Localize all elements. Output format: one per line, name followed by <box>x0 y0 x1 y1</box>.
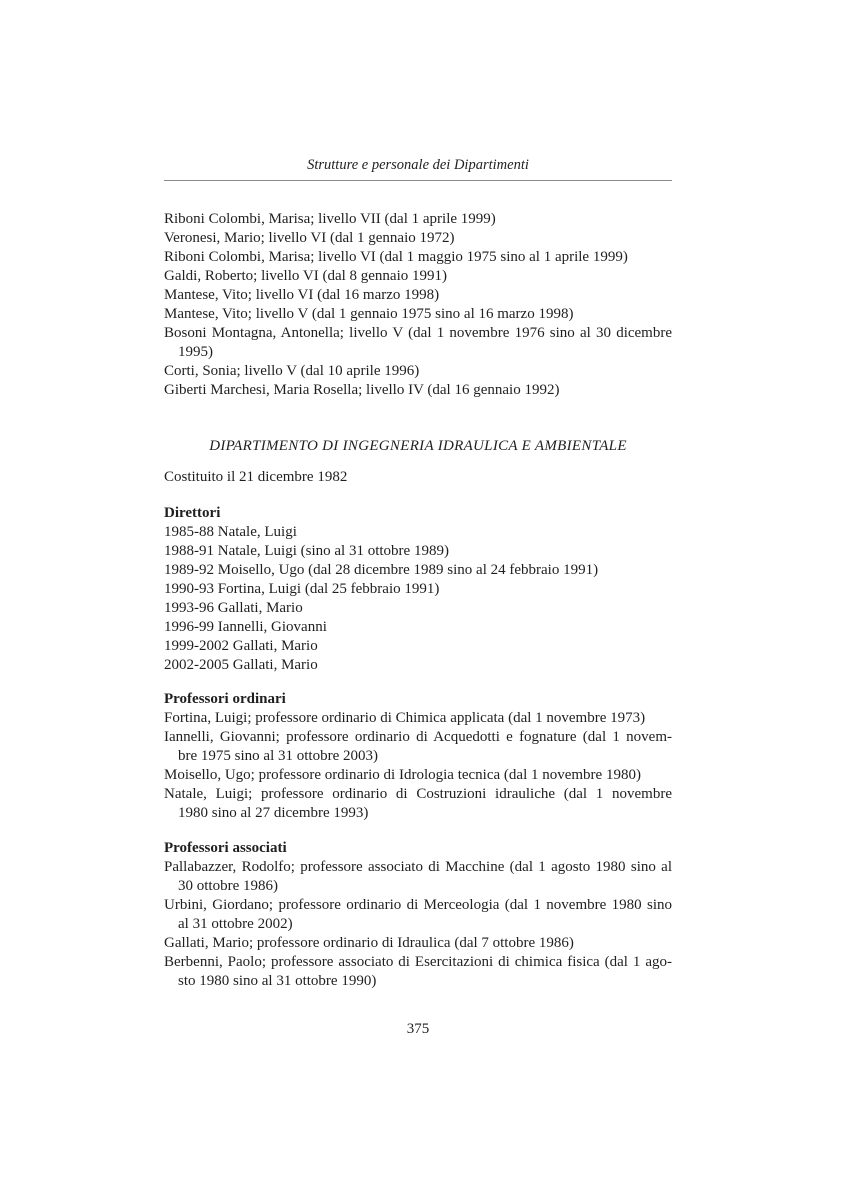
page-content <box>164 157 672 991</box>
entry-line: 1999-2002 Gallati, Mario <box>164 638 318 654</box>
staff-list <box>164 210 672 400</box>
header-rule <box>164 180 672 181</box>
entry-line: 1988-91 Natale, Luigi (sino al 31 ottobre 1989) <box>164 543 449 559</box>
entry-line: Fortina, Luigi; professore ordinario di Chimica applicata (dal 1 novembre 1973) <box>164 710 646 726</box>
entry-line: Gallati, Mario; professore ordinario di Idraulica (dal 7 ottobre 1986) <box>164 935 574 951</box>
section-professori-ordinari <box>164 690 672 823</box>
entry-line: Urbini, Giordano; professore ordinario di Merceologia (dal 1 novembre 1980 sino <box>164 897 672 913</box>
page-number: 375 <box>406 1021 430 1037</box>
staff-entry-line: Riboni Colombi, Marisa; livello VI (dal 1 maggio 1975 sino al 1 aprile 1999) <box>164 249 628 265</box>
staff-entry-line: Riboni Colombi, Marisa; livello VII (dal 1 aprile 1999) <box>164 211 496 227</box>
entry-line: 1985-88 Natale, Luigi <box>164 524 297 540</box>
section-heading: Professori ordinari <box>164 691 286 707</box>
staff-entry-line: Bosoni Montagna, Antonella; livello V (dal 1 novembre 1976 sino al 30 dicembre <box>164 325 672 341</box>
entry-line: 1989-92 Moisello, Ugo (dal 28 dicembre 1989 sino al 24 febbraio 1991) <box>164 562 599 578</box>
entry-line-continuation: sto 1980 sino al 31 ottobre 1990) <box>178 973 377 989</box>
section-professori-associati <box>164 839 672 991</box>
staff-entry-line: Giberti Marchesi, Maria Rosella; livello IV (dal 16 gennaio 1992) <box>164 382 560 398</box>
section-heading: Direttori <box>164 505 221 521</box>
entry-line: Moisello, Ugo; professore ordinario di Idrologia tecnica (dal 1 novembre 1980) <box>164 767 641 783</box>
entry-line: 2002-2005 Gallati, Mario <box>164 657 318 673</box>
staff-entry-line: Mantese, Vito; livello V (dal 1 gennaio 1975 sino al 16 marzo 1998) <box>164 306 574 322</box>
established-line: Costituito il 21 dicembre 1982 <box>164 469 348 485</box>
section-heading: Professori associati <box>164 840 287 856</box>
entry-line: Iannelli, Giovanni; professore ordinario di Acquedotti e fognature (dal 1 novem- <box>164 729 672 745</box>
section-direttori <box>164 504 672 675</box>
entry-line: 1996-99 Iannelli, Giovanni <box>164 619 327 635</box>
entry-line-continuation: 30 ottobre 1986) <box>178 878 278 894</box>
department-title: DIPARTIMENTO DI INGEGNERIA IDRAULICA E AMBIENTALE <box>209 438 627 454</box>
staff-entry-line: Galdi, Roberto; livello VI (dal 8 gennaio 1991) <box>164 268 448 284</box>
entry-line-continuation: 1980 sino al 27 dicembre 1993) <box>178 805 369 821</box>
entry-line-continuation: al 31 ottobre 2002) <box>178 916 293 932</box>
entry-line: 1993-96 Gallati, Mario <box>164 600 303 616</box>
entry-line: Berbenni, Paolo; professore associato di Esercitazioni di chimica fisica (dal 1 ago- <box>164 954 672 970</box>
staff-entry-line: Mantese, Vito; livello VI (dal 16 marzo 1998) <box>164 287 440 303</box>
staff-entry-line: Veronesi, Mario; livello VI (dal 1 gennaio 1972) <box>164 230 455 246</box>
entry-line-continuation: bre 1975 sino al 31 ottobre 2003) <box>178 748 378 764</box>
entry-line: 1990-93 Fortina, Luigi (dal 25 febbraio 1991) <box>164 581 440 597</box>
staff-entry-line: Corti, Sonia; livello V (dal 10 aprile 1996) <box>164 363 420 379</box>
entry-line: Natale, Luigi; professore ordinario di Costruzioni idrauliche (dal 1 novembre <box>164 786 672 802</box>
running-head: Strutture e personale dei Dipartimenti <box>307 157 529 173</box>
entry-line: Pallabazzer, Rodolfo; professore associato di Macchine (dal 1 agosto 1980 sino al <box>164 859 672 875</box>
staff-entry-line-continuation: 1995) <box>178 344 213 360</box>
